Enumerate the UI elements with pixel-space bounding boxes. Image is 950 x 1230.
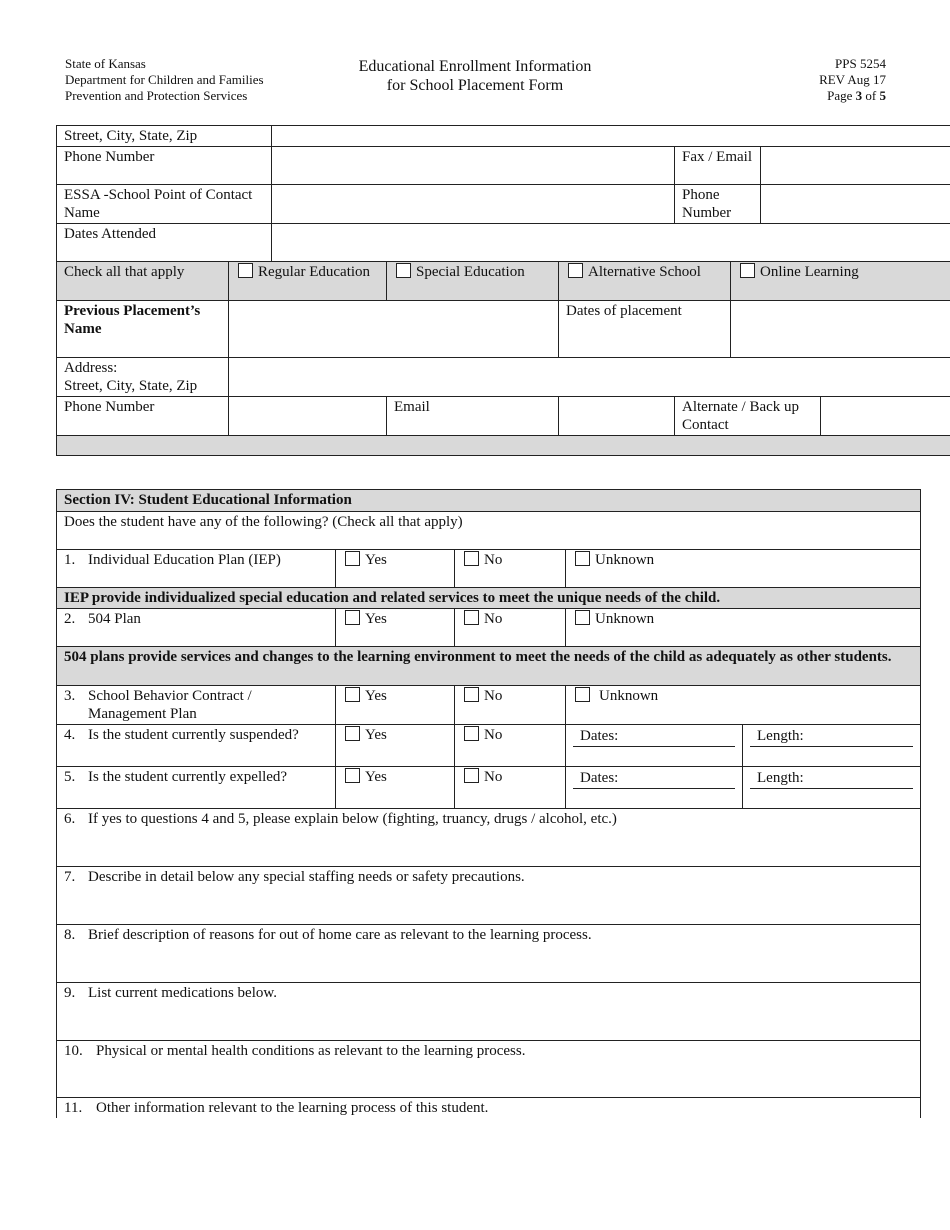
q5-dates[interactable]: Dates: <box>566 767 743 809</box>
q5-no-checkbox[interactable] <box>464 768 479 783</box>
option-regular-education[interactable]: Regular Education <box>229 262 387 301</box>
address-input[interactable] <box>229 358 950 397</box>
email-label: Email <box>387 397 559 436</box>
q3-no[interactable]: No <box>455 686 566 725</box>
dates-attended-input[interactable] <box>272 224 950 262</box>
q5-label: 5. Is the student currently expelled? <box>57 767 336 809</box>
dates-of-placement-label: Dates of placement <box>559 301 731 358</box>
essa-phone-label: Phone Number <box>675 185 761 224</box>
q2-label: 2. 504 Plan <box>57 609 336 647</box>
q5-yes[interactable]: Yes <box>336 767 455 809</box>
q3-label: 3. School Behavior Contract / Management Plan <box>57 686 336 725</box>
q2-no[interactable]: No <box>455 609 566 647</box>
q2-yes[interactable]: Yes <box>336 609 455 647</box>
page-total: 5 <box>879 88 886 103</box>
essa-phone-input[interactable] <box>761 185 950 224</box>
q5-no[interactable]: No <box>455 767 566 809</box>
section4-title: Section IV: Student Educational Information <box>57 490 921 512</box>
q4-length[interactable]: Length: <box>743 725 921 767</box>
check-all-label: Check all that apply <box>57 262 229 301</box>
fax-email-label: Fax / Email <box>675 147 761 185</box>
q1-unknown[interactable]: Unknown <box>566 550 921 588</box>
online-learning-checkbox[interactable] <box>740 263 755 278</box>
school-info-table <box>56 125 950 456</box>
phone2-label: Phone Number <box>57 397 229 436</box>
alternate-contact-label: Alternate / Back up Contact <box>675 397 821 436</box>
q2-unknown[interactable]: Unknown <box>566 609 921 647</box>
plan504-note: 504 plans provide services and changes to the learning environment to meet the needs of the child as adequately as other students. <box>57 647 921 686</box>
regular-education-checkbox[interactable] <box>238 263 253 278</box>
q2-no-checkbox[interactable] <box>464 610 479 625</box>
q4-no[interactable]: No <box>455 725 566 767</box>
agency-division: Prevention and Protection Services <box>65 88 248 103</box>
form-title-line2: for School Placement Form <box>386 77 564 94</box>
form-title <box>325 57 625 95</box>
q4-dates[interactable]: Dates: <box>566 725 743 767</box>
q4-yes[interactable]: Yes <box>336 725 455 767</box>
option-special-education[interactable]: Special Education <box>387 262 559 301</box>
page-current: 3 <box>855 88 863 103</box>
q1-no-checkbox[interactable] <box>464 551 479 566</box>
q1-yes[interactable]: Yes <box>336 550 455 588</box>
alternate-contact-input[interactable] <box>821 397 950 436</box>
q4-label: 4. Is the student currently suspended? <box>57 725 336 767</box>
q4-yes-checkbox[interactable] <box>345 726 360 741</box>
phone-input[interactable] <box>272 147 675 185</box>
option-alternative-school[interactable]: Alternative School <box>559 262 731 301</box>
q5-yes-checkbox[interactable] <box>345 768 360 783</box>
q3-yes-checkbox[interactable] <box>345 687 360 702</box>
q6-field[interactable]: 6. If yes to questions 4 and 5, please explain below (fighting, truancy, drugs / alcohol, etc.) <box>57 809 921 867</box>
fax-email-input[interactable] <box>761 147 950 185</box>
phone-label: Phone Number <box>57 147 272 185</box>
q3-unknown-checkbox[interactable] <box>575 687 590 702</box>
q1-no[interactable]: No <box>455 550 566 588</box>
agency-block <box>65 56 264 104</box>
q1-yes-checkbox[interactable] <box>345 551 360 566</box>
agency-state: State of Kansas <box>65 56 146 71</box>
previous-placement-input[interactable] <box>229 301 559 358</box>
q3-no-checkbox[interactable] <box>464 687 479 702</box>
q10-field[interactable]: 10. Physical or mental health conditions as relevant to the learning process. <box>57 1041 921 1098</box>
q9-field[interactable]: 9. List current medications below. <box>57 983 921 1041</box>
table1-footer-bar <box>57 436 950 456</box>
essa-contact-label: ESSA -School Point of Contact Name <box>57 185 272 224</box>
q2-yes-checkbox[interactable] <box>345 610 360 625</box>
phone2-input[interactable] <box>229 397 387 436</box>
form-number: PPS 5254 <box>835 56 886 71</box>
form-meta <box>819 56 886 104</box>
q7-field[interactable]: 7. Describe in detail below any special staffing needs or safety precautions. <box>57 867 921 925</box>
street-label: Street, City, State, Zip <box>57 126 272 147</box>
alternative-school-checkbox[interactable] <box>568 263 583 278</box>
q3-yes[interactable]: Yes <box>336 686 455 725</box>
page-indicator: Page 3 of 5 <box>827 88 886 103</box>
dates-attended-label: Dates Attended <box>57 224 272 262</box>
section4-table <box>56 489 921 1118</box>
q11-field[interactable]: 11. Other information relevant to the learning process of this student. <box>57 1098 921 1119</box>
section4-intro: Does the student have any of the following? (Check all that apply) <box>57 512 921 550</box>
address-label: Address: Street, City, State, Zip <box>57 358 229 397</box>
agency-department: Department for Children and Families <box>65 72 264 87</box>
essa-contact-input[interactable] <box>272 185 675 224</box>
q3-unknown[interactable]: Unknown <box>566 686 921 725</box>
q1-unknown-checkbox[interactable] <box>575 551 590 566</box>
form-title-line1: Educational Enrollment Information <box>358 58 592 75</box>
previous-placement-label: Previous Placement’s Name <box>57 301 229 358</box>
q4-no-checkbox[interactable] <box>464 726 479 741</box>
form-revision: REV Aug 17 <box>819 72 886 87</box>
q5-length[interactable]: Length: <box>743 767 921 809</box>
option-online-learning[interactable]: Online Learning <box>731 262 950 301</box>
q1-label: 1. Individual Education Plan (IEP) <box>57 550 336 588</box>
q8-field[interactable]: 8. Brief description of reasons for out of home care as relevant to the learning process. <box>57 925 921 983</box>
iep-note: IEP provide individualized special education and related services to meet the unique needs of the child. <box>57 588 921 609</box>
special-education-checkbox[interactable] <box>396 263 411 278</box>
dates-of-placement-input[interactable] <box>731 301 950 358</box>
street-input[interactable] <box>272 126 950 147</box>
email-input[interactable] <box>559 397 675 436</box>
q2-unknown-checkbox[interactable] <box>575 610 590 625</box>
